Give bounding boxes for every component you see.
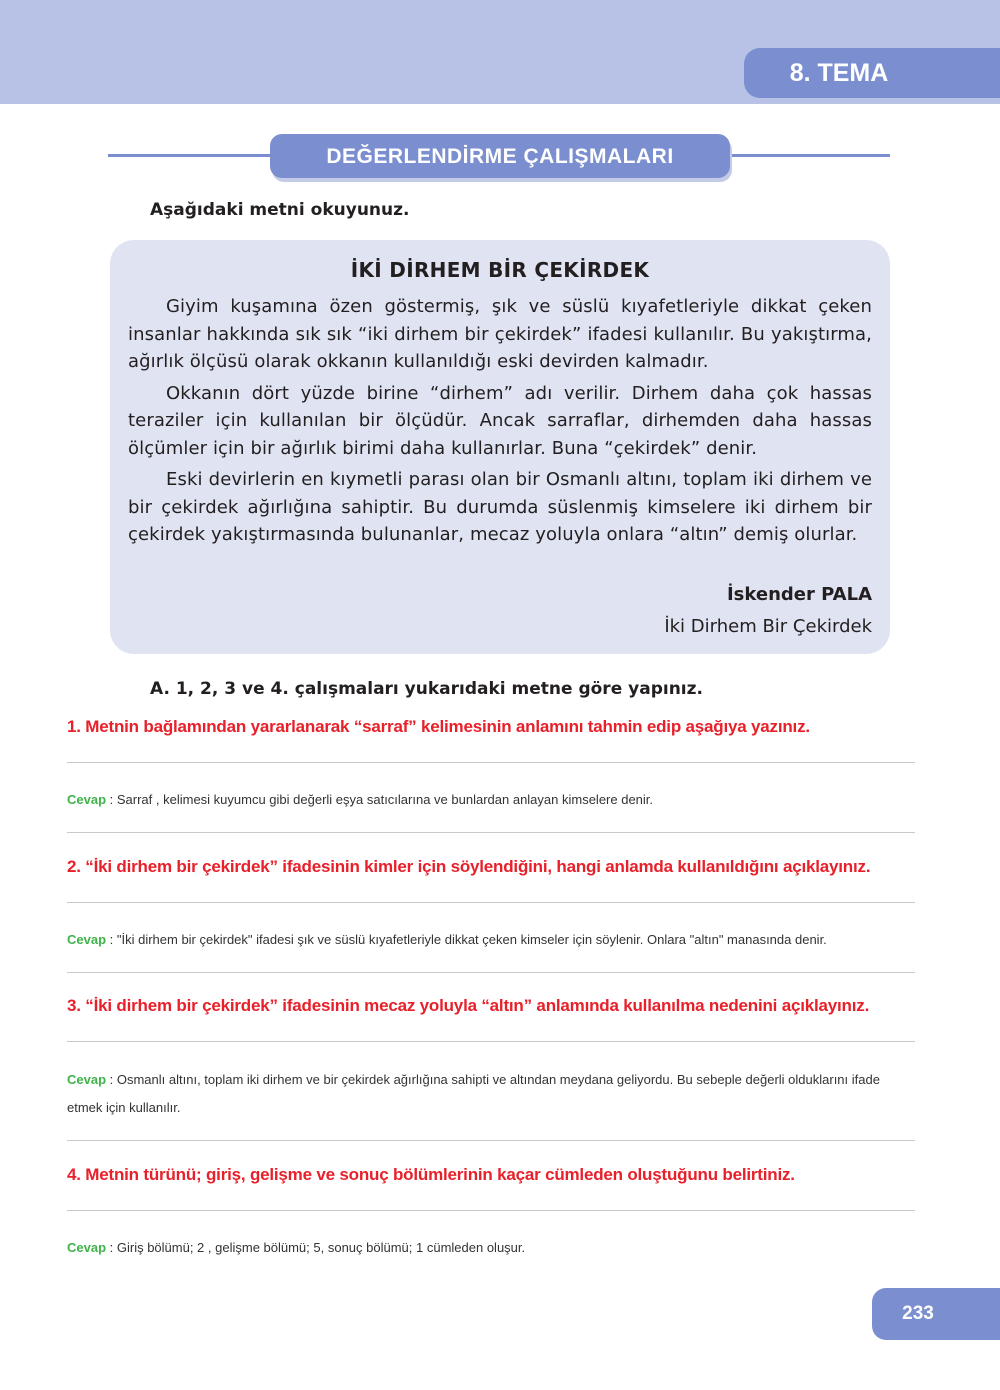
part-a-instruction: A. 1, 2, 3 ve 4. çalışmaları yukarıdaki metne göre yapınız. (150, 679, 703, 699)
story-paragraph: Okkanın dört yüzde birine “dirhem” adı verilir. Dirhem daha çok hassas teraziler için kullanılan bir ölçüdür. Ancak sarraflar, dirhemden daha hassas ölçümler için bir ağırlık birimi daha kullanırlar. Buna “çekirdek” denir. (128, 382, 872, 459)
answer-label: Cevap (67, 792, 107, 807)
answer-line (67, 972, 915, 973)
answer-line (67, 1041, 915, 1042)
story-body (128, 293, 872, 553)
story-title: İKİ DİRHEM BİR ÇEKİRDEK (350, 258, 650, 282)
story-book-title: İki Dirhem Bir Çekirdek (664, 616, 872, 637)
question-1: 1. Metnin bağlamından yararlanarak “sarraf” kelimesinin anlamını tahmin edip aşağıya yazınız. (67, 717, 810, 736)
page-number: 233 (902, 1303, 934, 1324)
question-4: 4. Metnin türünü; giriş, gelişme ve sonuç bölümlerinin kaçar cümleden oluştuğunu belirtiniz. (67, 1165, 795, 1184)
answer-line (67, 1140, 915, 1141)
section-title: DEĞERLENDİRME ÇALIŞMALARI (326, 145, 674, 168)
question-3: 3. “İki dirhem bir çekirdek” ifadesinin mecaz yoluyla “altın” anlamında kullanılma nedenini açıklayınız. (67, 996, 870, 1015)
answer-1 (67, 786, 897, 814)
answer-label: Cevap (67, 1072, 107, 1087)
story-paragraph: Eski devirlerin en kıymetli parası olan bir Osmanlı altını, toplam iki dirhem ve bir çekirdek ağırlığına sahiptir. Bu durumda süslenmiş kimselere iki dirhem bir çekirdek yakıştırmasında bulunanlar, mecaz yoluyla onlara “altın” demiş olurlar. (128, 469, 872, 545)
section-rule-left (108, 154, 274, 157)
answer-text: : Sarraf , kelimesi kuyumcu gibi değerli eşya satıcılarına ve bunlardan anlayan kimselere denir. (106, 792, 654, 807)
answer-2 (67, 926, 897, 954)
answer-line (67, 832, 915, 833)
tema-label: 8. TEMA (789, 59, 889, 87)
story-paragraph: Giyim kuşamına özen göstermiş, şık ve süslü kıyafetleriyle dikkat çeken insanlar hakkında sık sık “iki dirhem bir çekirdek” ifadesi kullanılır. Bu yakıştırma, ağırlık ölçüsü olarak okkanın kullanıldığı eski devirden kalmadır. (128, 296, 872, 372)
answer-3 (67, 1066, 897, 1122)
answer-line (67, 902, 915, 903)
question-2: 2. “İki dirhem bir çekirdek” ifadesinin kimler için söylendiğini, hangi anlamda kullanıldığını açıklayınız. (67, 857, 871, 876)
answer-label: Cevap (67, 932, 107, 947)
reading-instruction: Aşağıdaki metni okuyunuz. (150, 200, 410, 220)
answer-line (67, 1210, 915, 1211)
answer-label: Cevap (67, 1240, 107, 1255)
answer-text: : Giriş bölümü; 2 , gelişme bölümü; 5, sonuç bölümü; 1 cümleden oluşur. (106, 1240, 526, 1255)
story-author: İskender PALA (726, 584, 872, 605)
section-rule-right (728, 154, 890, 157)
answer-text: : "İki dirhem bir çekirdek" ifadesi şık ve süslü kıyafetleriyle dikkat çeken kimseler için söylenir. Onlara "altın" manasında denir. (106, 932, 827, 947)
answer-line (67, 762, 915, 763)
answer-text: : Osmanlı altını, toplam iki dirhem ve bir çekirdek ağırlığına sahipti ve altından meydana geliyordu. Bu sebeple değerli olduklarını ifade etmek için kullanılır. (67, 1072, 880, 1115)
answer-4 (67, 1234, 897, 1262)
